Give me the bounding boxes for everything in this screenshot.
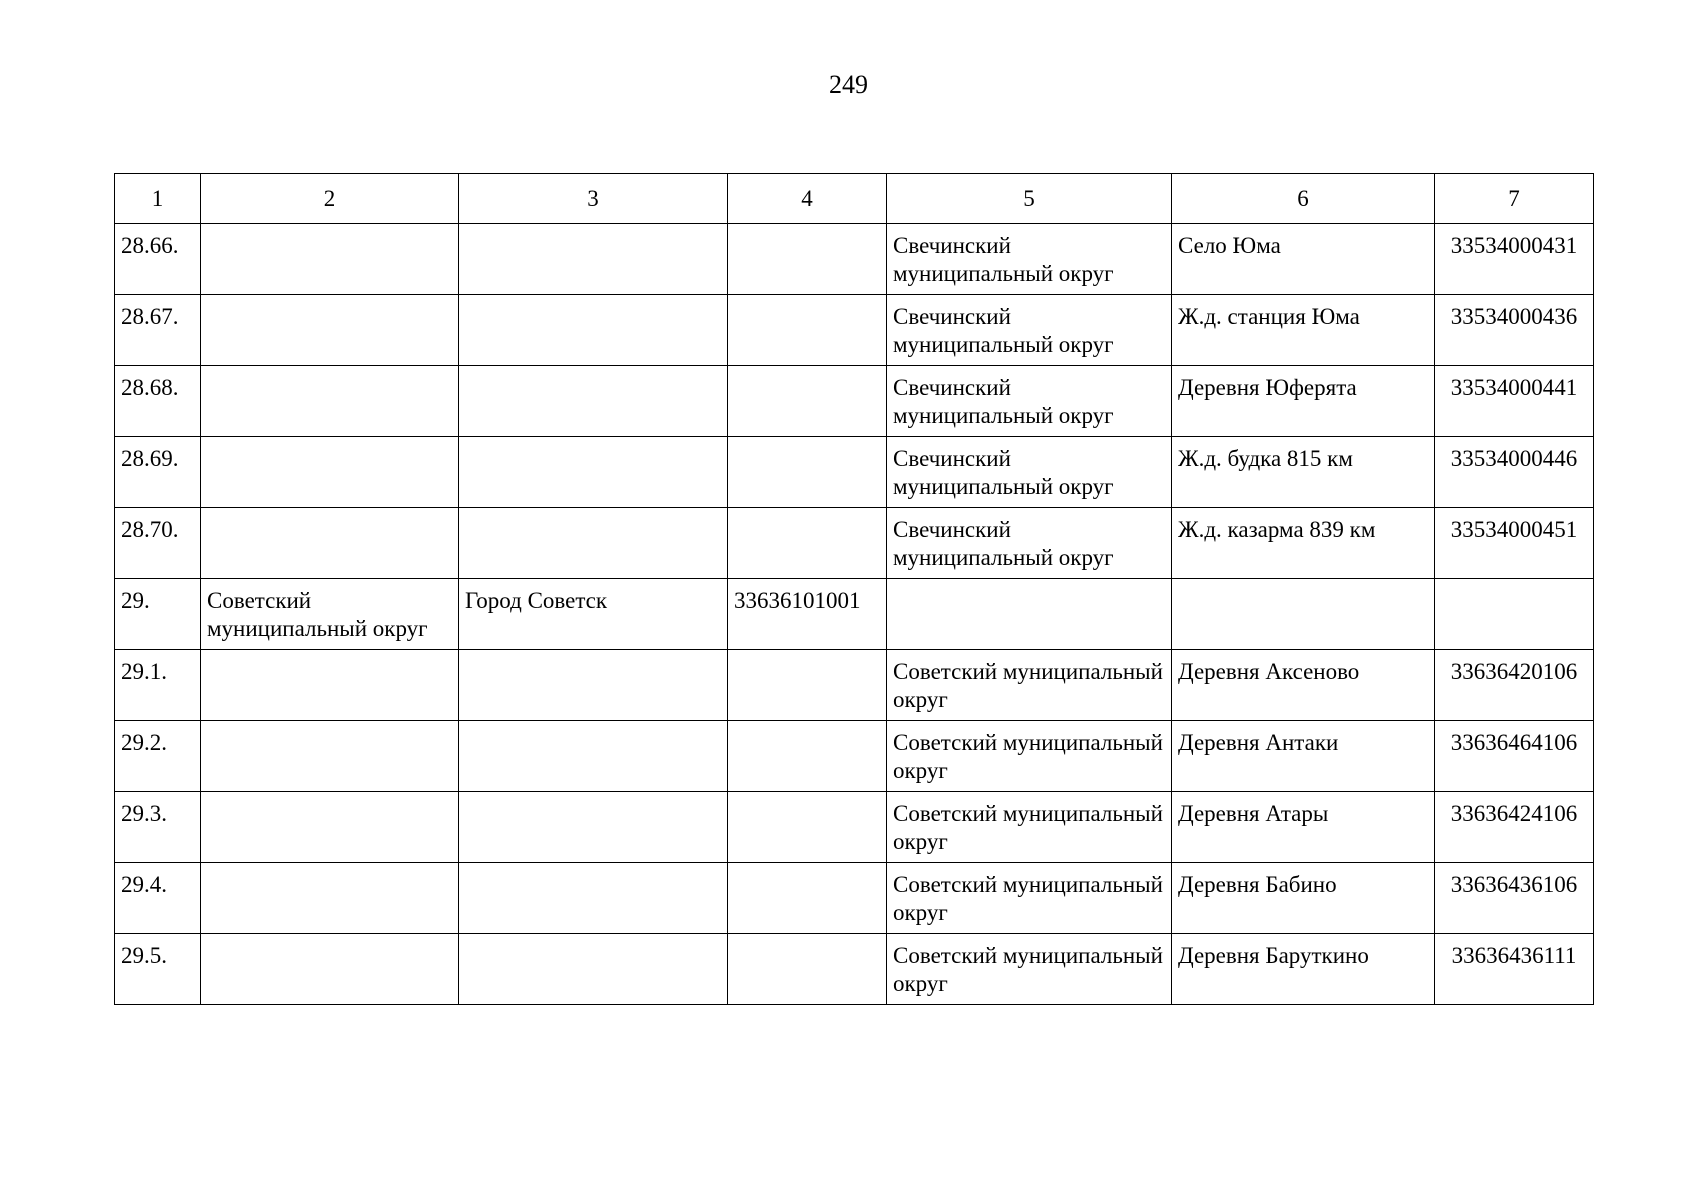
row-number-cell: 28.66. (115, 224, 201, 295)
settlement-cell: Деревня Атары (1172, 792, 1435, 863)
table-row (115, 721, 1594, 792)
admin-center-cell (459, 366, 728, 437)
admin-center-cell (459, 721, 728, 792)
page-number: 249 (829, 70, 868, 99)
row-number-cell: 28.67. (115, 295, 201, 366)
settlement-cell: Деревня Аксеново (1172, 650, 1435, 721)
oktmo-code-cell: 33636464106 (1435, 721, 1594, 792)
column-header: 4 (728, 174, 887, 224)
row-number-cell: 29. (115, 579, 201, 650)
oktmo-code-cell: 33636436111 (1435, 934, 1594, 1005)
column-header: 3 (459, 174, 728, 224)
admin-center-cell (459, 437, 728, 508)
municipality-cell (201, 792, 459, 863)
oktmo-center-cell (728, 437, 887, 508)
admin-center-cell (459, 295, 728, 366)
oktmo-center-cell (728, 224, 887, 295)
municipality-cell: Советский муниципальный округ (201, 579, 459, 650)
oktmo-code-cell: 33534000431 (1435, 224, 1594, 295)
table-row (115, 295, 1594, 366)
district-cell: Свечинский муниципальный округ (887, 224, 1172, 295)
oktmo-center-cell (728, 366, 887, 437)
table-row (115, 366, 1594, 437)
district-cell: Свечинский муниципальный округ (887, 295, 1172, 366)
row-number-cell: 29.2. (115, 721, 201, 792)
municipality-cell (201, 437, 459, 508)
admin-center-cell (459, 650, 728, 721)
municipality-cell (201, 508, 459, 579)
table-row (115, 508, 1594, 579)
row-number-cell: 28.68. (115, 366, 201, 437)
district-cell: Советский муниципальный округ (887, 650, 1172, 721)
settlement-cell: Деревня Баруткино (1172, 934, 1435, 1005)
table-row (115, 224, 1594, 295)
settlements-table (114, 173, 1594, 1005)
municipality-cell (201, 863, 459, 934)
oktmo-center-cell (728, 792, 887, 863)
oktmo-code-cell (1435, 579, 1594, 650)
admin-center-cell (459, 792, 728, 863)
settlement-cell: Ж.д. станция Юма (1172, 295, 1435, 366)
admin-center-cell (459, 508, 728, 579)
column-header: 2 (201, 174, 459, 224)
settlement-cell: Деревня Юферята (1172, 366, 1435, 437)
table-row (115, 792, 1594, 863)
row-number-cell: 29.4. (115, 863, 201, 934)
oktmo-code-cell: 33636420106 (1435, 650, 1594, 721)
oktmo-code-cell: 33534000436 (1435, 295, 1594, 366)
oktmo-center-cell (728, 508, 887, 579)
table-row (115, 934, 1594, 1005)
table-row (115, 437, 1594, 508)
municipality-cell (201, 721, 459, 792)
oktmo-center-cell (728, 721, 887, 792)
column-header: 6 (1172, 174, 1435, 224)
settlement-cell: Деревня Бабино (1172, 863, 1435, 934)
row-number-cell: 29.5. (115, 934, 201, 1005)
oktmo-code-cell: 33636436106 (1435, 863, 1594, 934)
district-cell: Советский муниципальный округ (887, 792, 1172, 863)
admin-center-cell: Город Советск (459, 579, 728, 650)
admin-center-cell (459, 224, 728, 295)
oktmo-center-cell (728, 295, 887, 366)
district-cell: Советский муниципальный округ (887, 721, 1172, 792)
municipality-cell (201, 650, 459, 721)
row-number-cell: 28.69. (115, 437, 201, 508)
municipality-cell (201, 295, 459, 366)
column-header: 5 (887, 174, 1172, 224)
admin-center-cell (459, 863, 728, 934)
column-header: 1 (115, 174, 201, 224)
table-row (115, 863, 1594, 934)
oktmo-center-cell (728, 650, 887, 721)
row-number-cell: 29.1. (115, 650, 201, 721)
settlement-cell: Ж.д. казарма 839 км (1172, 508, 1435, 579)
settlement-cell: Село Юма (1172, 224, 1435, 295)
oktmo-code-cell: 33534000441 (1435, 366, 1594, 437)
oktmo-code-cell: 33534000446 (1435, 437, 1594, 508)
column-header: 7 (1435, 174, 1594, 224)
row-number-cell: 28.70. (115, 508, 201, 579)
oktmo-code-cell: 33636424106 (1435, 792, 1594, 863)
oktmo-center-cell (728, 863, 887, 934)
district-cell (887, 579, 1172, 650)
district-cell: Советский муниципальный округ (887, 863, 1172, 934)
admin-center-cell (459, 934, 728, 1005)
district-cell: Свечинский муниципальный округ (887, 508, 1172, 579)
row-number-cell: 29.3. (115, 792, 201, 863)
oktmo-center-cell (728, 934, 887, 1005)
district-cell: Свечинский муниципальный округ (887, 366, 1172, 437)
oktmo-center-cell: 33636101001 (728, 579, 887, 650)
settlement-cell (1172, 579, 1435, 650)
district-cell: Свечинский муниципальный округ (887, 437, 1172, 508)
table-row (115, 579, 1594, 650)
table-row (115, 650, 1594, 721)
settlement-cell: Деревня Антаки (1172, 721, 1435, 792)
municipality-cell (201, 224, 459, 295)
district-cell: Советский муниципальный округ (887, 934, 1172, 1005)
table-header-row (115, 174, 1594, 224)
municipality-cell (201, 934, 459, 1005)
settlement-cell: Ж.д. будка 815 км (1172, 437, 1435, 508)
municipality-cell (201, 366, 459, 437)
oktmo-code-cell: 33534000451 (1435, 508, 1594, 579)
